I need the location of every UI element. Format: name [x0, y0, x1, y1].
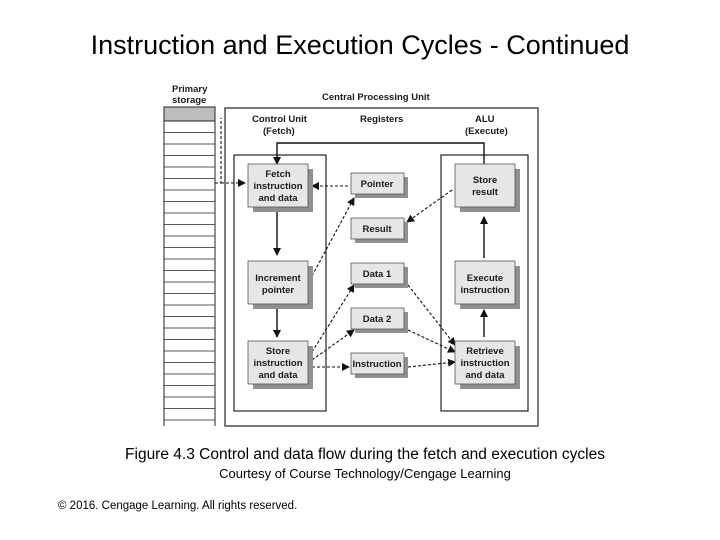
register-pointer-label: Pointer [360, 179, 394, 190]
cu-box-increment [248, 261, 313, 309]
storage-cell-active [164, 107, 215, 121]
alu-box-store-result-line-1: Store [472, 175, 498, 186]
register-data1 [351, 263, 408, 288]
dashed-store-result-to-result [407, 190, 452, 222]
alu-box-retrieve-line-2: instruction [460, 358, 510, 369]
alu-box-retrieve-line-3: and data [465, 370, 505, 381]
cu-box-store [248, 341, 313, 389]
dashed-store-to-data1 [312, 285, 354, 352]
control-unit-sub: (Fetch) [263, 126, 295, 137]
register-data1-label: Data 1 [362, 269, 392, 280]
alu-box-retrieve [455, 341, 520, 389]
dashed-storage-up [215, 118, 221, 183]
alu-label: ALU [475, 114, 495, 125]
slide-title: Instruction and Execution Cycles - Continued [90, 30, 630, 60]
primary-storage [164, 84, 215, 426]
primary-storage-label-1: Primary [172, 84, 208, 95]
dashed-data1-to-retrieve [408, 285, 455, 345]
cu-box-increment-line-2: pointer [261, 285, 295, 296]
dashed-increment-to-pointer [312, 198, 354, 276]
register-result-label: Result [362, 224, 392, 235]
register-data2-label: Data 2 [362, 314, 392, 325]
primary-storage-label-2: storage [172, 95, 207, 106]
alu-box-execute-line-1: Execute [466, 273, 504, 284]
dashed-instruction-to-retrieve [408, 362, 455, 367]
register-result [351, 218, 408, 243]
cycle-return-arrow [277, 143, 484, 164]
storage-cells [164, 121, 215, 420]
alu-box-store-result-line-2: result [472, 187, 498, 198]
figure-caption: Figure 4.3 Control and data flow during the fetch and execution cycles [125, 446, 605, 463]
dashed-data2-to-retrieve [408, 330, 455, 352]
figure-credit: Courtesy of Course Technology/Cengage Learning [219, 466, 511, 481]
register-data2 [351, 308, 408, 333]
register-instruction [351, 353, 408, 378]
cu-box-increment-line-1: Increment [255, 273, 301, 284]
cu-box-fetch-line-3: and data [258, 193, 298, 204]
alu-box-store-result [455, 164, 520, 212]
control-unit-label: Control Unit [252, 114, 307, 125]
registers-label: Registers [360, 114, 404, 125]
cu-box-store-line-2: instruction [253, 358, 303, 369]
cu-box-store-line-1: Store [265, 346, 291, 357]
cu-box-fetch-line-2: instruction [253, 181, 303, 192]
cu-box-store-line-3: and data [258, 370, 298, 381]
cpu-label: Central Processing Unit [322, 92, 430, 103]
alu-box-retrieve-line-1: Retrieve [466, 346, 504, 357]
alu-box-execute-line-2: instruction [460, 285, 510, 296]
alu-sub: (Execute) [465, 126, 508, 137]
alu-box-execute [455, 261, 520, 309]
cu-box-fetch-line-1: Fetch [265, 169, 291, 180]
dashed-store-to-data2 [312, 330, 354, 360]
cu-box-fetch [248, 164, 313, 212]
register-instruction-label: Instruction [352, 359, 402, 370]
copyright-notice: © 2016. Cengage Learning. All rights reserved. [58, 500, 298, 512]
register-pointer [351, 173, 408, 198]
